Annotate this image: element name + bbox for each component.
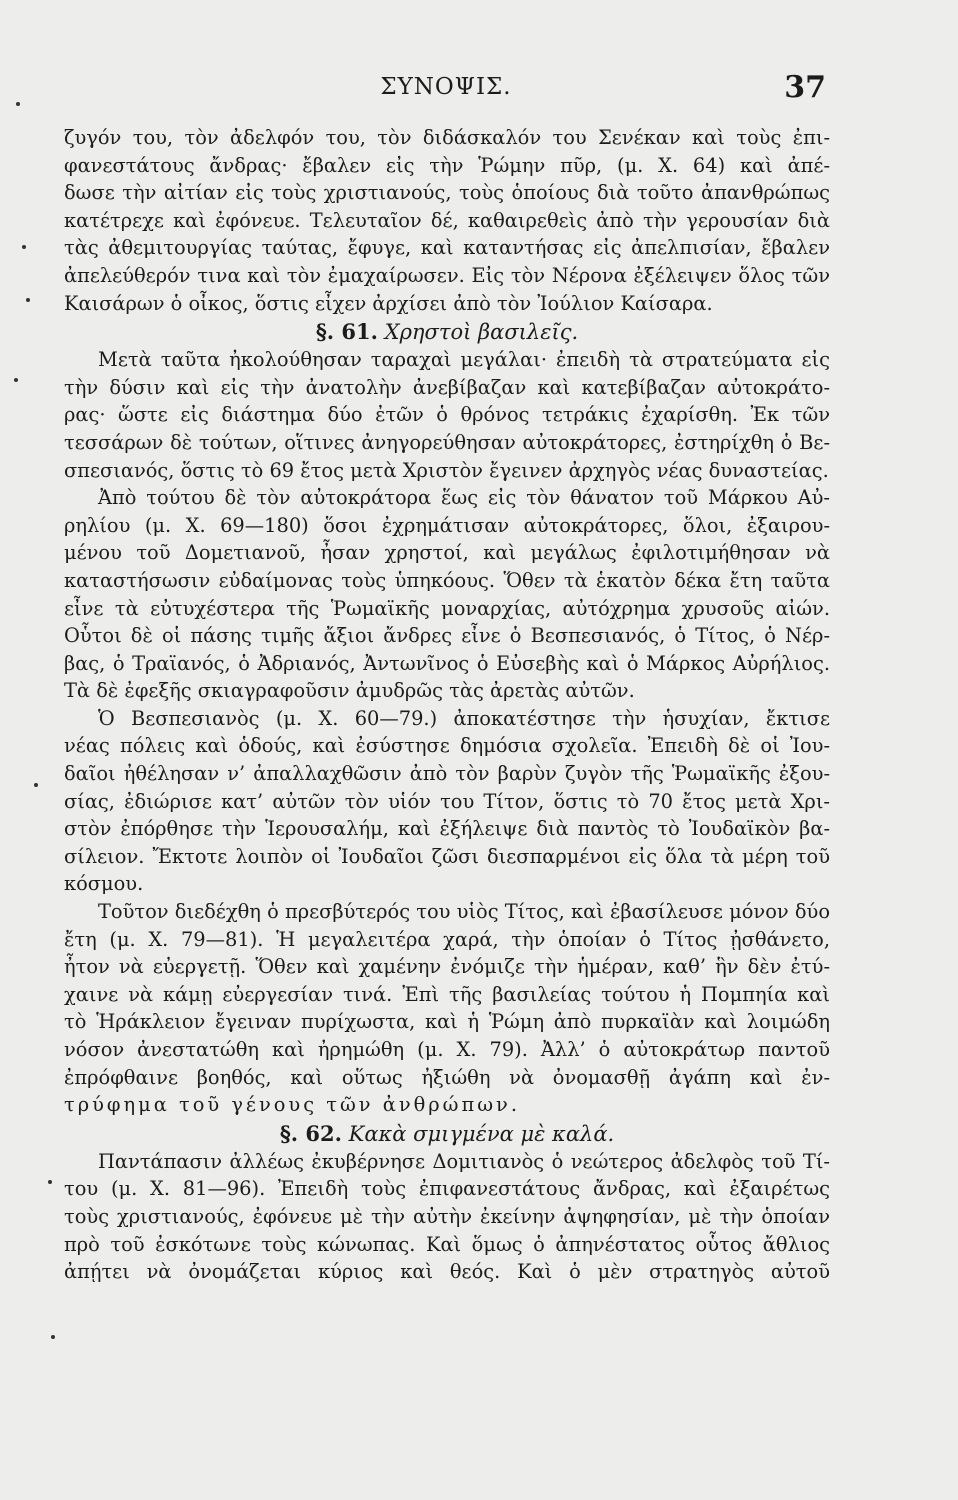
margin-speck [51, 1335, 55, 1339]
text-line: ἀπελεύθερόν τινα καὶ τὸν ἐμαχαίρωσεν. Εἰς τὸν Νέρονα ἐξέλειψεν ὅλος τῶν [64, 263, 830, 287]
text-line: Μετὰ ταῦτα ἠκολούθησαν ταραχαὶ μεγάλαι· ἐπειδὴ τὰ στρατεύματα εἰς [98, 348, 830, 372]
margin-speck [22, 245, 26, 249]
text-line: ἀπῄτει νὰ ὀνομάζεται κύριος καὶ θεός. Καὶ ὁ μὲν στρατηγὸς αὐτοῦ [64, 1260, 830, 1284]
text-line: νέας πόλεις καὶ ὁδούς, καὶ ἐσύστησε δημόσια σχολεῖα. Ἐπειδὴ δὲ οἱ Ἰου- [64, 734, 830, 758]
text-line: τὴν δύσιν καὶ εἰς τὴν ἀνατολὴν ἀνεβίβαζαν καὶ κατεβίβαζαν αὐτοκράτο- [64, 375, 830, 399]
text-line: κατέτρεχε καὶ ἐφόνευε. Τελευταῖον δέ, καθαιρεθεὶς ἀπὸ τὴν γερουσίαν διὰ [64, 208, 830, 232]
text-line: τὸ Ἡράκλειον ἔγειναν πυρίχωστα, καὶ ἡ Ῥώμη ἀπὸ πυρκαϊὰν καὶ λοιμώδη [64, 1010, 830, 1034]
section-heading-61 [64, 317, 830, 346]
text-line: δαῖοι ἠθέλησαν ν’ ἀπαλλαχθῶσιν ἀπὸ τὸν βαρὺν ζυγὸν τῆς Ῥωμαϊκῆς ἐξου- [64, 762, 830, 786]
text-line: ἐπρόφθαινε βοηθός, καὶ οὕτως ἠξιώθη νὰ ὀνομασθῇ ἀγάπη καὶ ἐν- [64, 1065, 830, 1089]
text-line: Ὁ Βεσπεσιανὸς (μ. Χ. 60—79.) ἀποκατέστησε τὴν ἡσυχίαν, ἔκτισε [98, 706, 830, 730]
page-number: 37 [784, 70, 826, 105]
text-line: καταστήσωσιν εὐδαίμονας τοὺς ὑπηκόους. Ὅθεν τὰ ἑκατὸν δέκα ἔτη ταῦτα [64, 568, 830, 592]
text-line: τρύφημα τοῦ γένους τῶν ἀνθρώπων. [64, 1093, 520, 1117]
text-line: Ἀπὸ τούτου δὲ τὸν αὐτοκράτορα ἕως εἰς τὸν θάνατον τοῦ Μάρκου Αὐ- [98, 486, 830, 510]
margin-speck [16, 102, 20, 106]
text-line: πρὸ τοῦ ἐσκότωνε τοὺς κώνωπας. Καὶ ὅμως ὁ ἀπηνέστατος οὗτος ἄθλιος [64, 1232, 830, 1256]
paragraph-block-62 [64, 1148, 830, 1286]
text-line: τοὺς χριστιανούς, ἐφόνευε μὲ τὴν αὐτὴν ἐκείνην ἀψηφησίαν, μὲ τὴν ὁποίαν [64, 1204, 830, 1228]
text-line: τεσσάρων δὲ τούτων, οἵτινες ἀνηγορεύθησαν αὐτοκράτορες, ἐστηρίχθη ὁ Βε- [64, 430, 830, 454]
margin-speck [48, 1180, 52, 1184]
text-line: ρας· ὥστε εἰς διάστημα δύο ἐτῶν ὁ θρόνος τετράκις ἐχαρίσθη. Ἐκ τῶν [64, 403, 830, 427]
section-title: Κακὰ σμιγμένα μὲ καλά. [348, 1121, 615, 1146]
margin-speck [14, 378, 18, 382]
text-line: μένου τοῦ Δομετιανοῦ, ἦσαν χρηστοί, καὶ μεγάλως ἐφιλοτιμήθησαν νὰ [64, 541, 830, 565]
section-number: §. 62. [279, 1120, 342, 1146]
text-line: δωσε τὴν αἰτίαν εἰς τοὺς χριστιανούς, τοὺς ὁποίους διὰ τοῦτο ἀπανθρώπως [64, 181, 830, 205]
text-line: βας, ὁ Τραϊανός, ὁ Ἀδριανός, Ἀντωνῖνος ὁ Εὐσεβὴς καὶ ὁ Μάρκος Αὐρήλιος. [64, 651, 830, 675]
text-line: νόσον ἀνεστατώθη καὶ ἠρημώθη (μ. Χ. 79). Ἀλλ’ ὁ αὐτοκράτωρ παντοῦ [64, 1038, 830, 1061]
text-line: Τὰ δὲ ἐφεξῆς σκιαγραφοῦσιν ἀμυδρῶς τὰς ἀρετὰς αὐτῶν. [64, 679, 635, 703]
text-line: ρηλίου (μ. Χ. 69—180) ὅσοι ἐχρημάτισαν αὐτοκράτορες, ὅλοι, ἐξαιρου- [64, 513, 830, 537]
page-header [66, 70, 826, 114]
text-line: σίλειον. Ἔκτοτε λοιπὸν οἱ Ἰουδαῖοι ζῶσι διεσπαρμένοι εἰς ὅλα τὰ μέρη τοῦ [64, 844, 830, 868]
text-line: σίας, ἐδιώρισε κατ’ αὐτῶν τὸν υἱόν του Τίτον, ὅστις τὸ 70 ἔτος μετὰ Χρι- [64, 789, 830, 813]
text-line: κόσμου. [64, 872, 144, 896]
text-line: Καισάρων ὁ οἶκος, ὅστις εἶχεν ἀρχίσει ἀπὸ τὸν Ἰούλιον Καίσαρα. [64, 291, 713, 315]
margin-speck [26, 298, 30, 302]
paragraph-block-intro [64, 124, 830, 317]
text-line: Τοῦτον διεδέχθη ὁ πρεσβύτερός του υἱὸς Τίτος, καὶ ἐβασίλευσε μόνον δύο [98, 900, 830, 924]
text-line: φανεστάτους ἄνδρας· ἔβαλεν εἰς τὴν Ῥώμην πῦρ, (μ. Χ. 64) καὶ ἀπέ- [64, 153, 830, 177]
text-line: εἶνε τὰ εὐτυχέστερα τῆς Ῥωμαϊκῆς μοναρχίας, αὐτόχρημα χρυσοῦς αἰών. [64, 596, 830, 620]
running-head: ΣΥΝΟΨΙΣ. [380, 74, 512, 100]
section-heading-62 [64, 1119, 830, 1148]
section-number: §. 61. [315, 319, 378, 345]
text-line: Παντάπασιν ἀλλέως ἐκυβέρνησε Δομιτιανὸς ὁ νεώτερος ἀδελφὸς τοῦ Τί- [98, 1149, 830, 1173]
text-line: χαινε νὰ κάμῃ εὐεργεσίαν τινά. Ἐπὶ τῆς βασιλείας τούτου ἡ Πομπηία καὶ [64, 982, 830, 1006]
text-line: στὸν ἐπόρθησε τὴν Ἱερουσαλήμ, καὶ ἐξήλειψε διὰ παντὸς τὸ Ἰουδαϊκὸν βα- [64, 817, 830, 841]
text-line: Οὗτοι δὲ οἱ πάσης τιμῆς ἄξιοι ἄνδρες εἶνε ὁ Βεσπεσιανός, ὁ Τίτος, ὁ Νέρ- [64, 624, 830, 648]
text-line: ἔτη (μ. Χ. 79—81). Ἡ μεγαλειτέρα χαρά, τὴν ὁποίαν ὁ Τίτος ᾐσθάνετο, [64, 927, 830, 951]
text-line: του (μ. Χ. 81—96). Ἐπειδὴ τοὺς ἐπιφανεστάτους ἄνδρας, καὶ ἐξαιρέτως [64, 1177, 830, 1201]
text-line: ἦτον νὰ εὐεργετῇ. Ὅθεν καὶ χαμένην ἐνόμιζε τὴν ἡμέραν, καθ’ ἣν δὲν ἐτύ- [64, 955, 830, 979]
paragraph-block-61 [64, 346, 830, 1119]
margin-speck [34, 783, 38, 787]
section-title: Χρηστοὶ βασιλεῖς. [384, 320, 579, 345]
text-line: τὰς ἀθεμιτουργίας ταύτας, ἔφυγε, καὶ καταντήσας εἰς ἀπελπισίαν, ἔβαλεν [64, 236, 830, 260]
text-line: σπεσιανός, ὅστις τὸ 69 ἔτος μετὰ Χριστὸν ἔγεινεν ἀρχηγὸς νέας δυναστείας. [64, 458, 829, 482]
page-body [64, 124, 830, 1286]
text-line: ζυγόν του, τὸν ἀδελφόν του, τὸν διδάσκαλόν του Σενέκαν καὶ τοὺς ἐπι- [64, 126, 830, 149]
